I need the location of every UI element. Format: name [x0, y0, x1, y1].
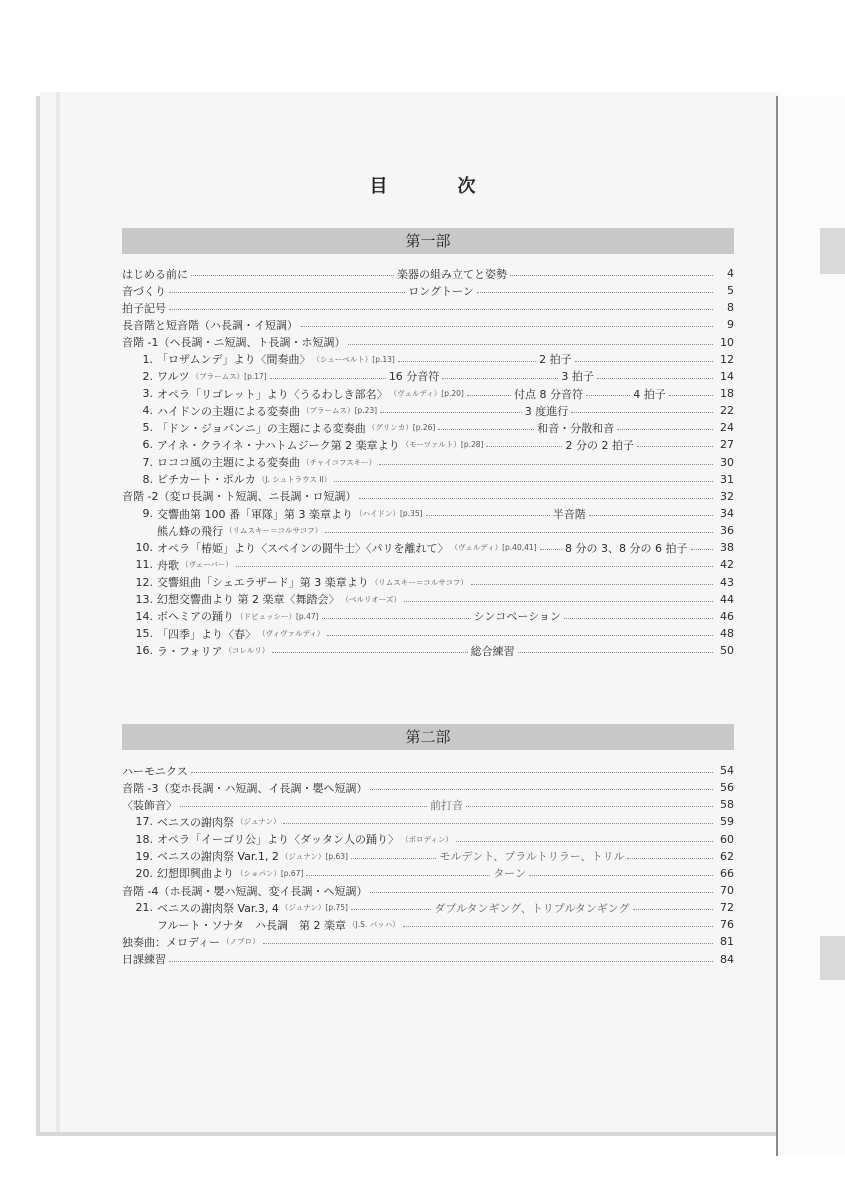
toc-entry	[122, 351, 734, 368]
toc-entry	[122, 282, 734, 299]
toc-entry	[122, 488, 734, 505]
entry-title: ボヘミアの踊り	[157, 610, 234, 624]
toc-entry	[122, 265, 734, 282]
entry-title: 〈装飾音〉	[122, 798, 177, 812]
entry-title: 舟歌	[157, 558, 179, 572]
dot-leader	[404, 601, 713, 602]
entry-title: 「四季」より〈春〉	[157, 627, 256, 641]
dot-leader	[398, 361, 536, 362]
entry-number: 17.	[135, 815, 153, 829]
page-number: 27	[720, 438, 735, 452]
entry-topic: 楽器の組み立てと姿勢	[397, 267, 507, 281]
dot-leader	[169, 309, 713, 310]
entry-number: 6.	[142, 438, 153, 452]
dot-leader	[263, 943, 713, 944]
page-number: 81	[720, 935, 734, 949]
entry-composer: （ヴェルディ）[p.40,41]	[450, 543, 537, 553]
dot-leader	[351, 858, 437, 859]
dot-leader	[477, 292, 713, 293]
dot-leader	[486, 446, 562, 447]
entry-composer: （ハイドン）[p.35]	[354, 509, 423, 519]
toc-entry	[122, 951, 734, 968]
dot-leader	[467, 395, 511, 396]
page-number: 58	[720, 798, 734, 812]
index-tab-1	[820, 228, 845, 274]
dot-leader	[370, 892, 713, 893]
entry-composer: （ボロディン）	[401, 834, 453, 844]
dot-leader	[627, 858, 713, 859]
dot-leader	[575, 361, 713, 362]
entry-topic-2: 4 拍子	[633, 387, 666, 401]
entry-number: 15.	[135, 627, 153, 641]
entry-title: ハイドンの主題による変奏曲	[157, 404, 300, 418]
toc-entry	[122, 299, 734, 316]
dot-leader	[283, 823, 713, 824]
entry-title: 交響組曲「シェエラザード」第 3 楽章より	[157, 576, 369, 590]
dot-leader	[370, 789, 713, 790]
page-edge	[56, 92, 60, 1132]
toc-entry	[122, 505, 734, 522]
entry-composer: （チャイコフスキー）	[302, 457, 377, 467]
entry-number: 8.	[142, 472, 153, 486]
dot-leader	[426, 515, 550, 516]
dot-leader	[633, 909, 713, 910]
toc-entry	[122, 454, 734, 471]
dot-leader	[334, 481, 713, 482]
entry-title: 音階 -4（ホ長調・嬰ハ短調、変イ長調・ヘ短調）	[122, 884, 368, 898]
entry-composer: （ジュナン）	[236, 817, 281, 827]
page-number: 54	[720, 764, 734, 778]
entry-topic: 3 度進行	[524, 404, 569, 418]
entry-title: オペラ「イーゴリ公」より〈ダッタン人の踊り〉	[157, 833, 399, 847]
entry-title: 長音階と短音階（ハ長調・イ短調）	[122, 318, 298, 332]
toc-entry	[122, 385, 734, 402]
entry-composer: （ジュナン）[p.63]	[280, 851, 348, 861]
toc-entry	[122, 539, 734, 556]
entry-title: 幻想即興曲より	[157, 867, 234, 881]
entry-composer: （コレルリ）	[224, 646, 270, 656]
entry-composer: （リムスキー＝コルサコフ）	[225, 526, 323, 536]
entry-topic: ターン	[493, 867, 527, 881]
entry-title: 拍子記号	[122, 301, 166, 315]
toc-entry	[122, 882, 734, 899]
dot-leader	[169, 292, 405, 293]
page-number: 59	[720, 815, 734, 829]
dot-leader	[510, 275, 713, 276]
entry-topic-2: 8 分の 3、8 分の 6 拍子	[565, 541, 688, 555]
dot-leader	[191, 275, 394, 276]
page-number: 76	[720, 918, 734, 932]
entry-number: 19.	[135, 849, 153, 863]
entry-number: 5.	[142, 421, 153, 435]
dot-leader	[589, 515, 713, 516]
entry-topic-2: 総合練習	[470, 644, 515, 658]
page-title: 目 次	[369, 176, 502, 197]
entry-title: ワルツ	[157, 370, 190, 384]
entry-title: アイネ・クライネ・ナハトムジーク第 2 楽章より	[157, 438, 400, 452]
dot-leader	[272, 652, 467, 653]
entry-title: 音階 -1（ヘ長調・ニ短調、ト長調・ホ短調）	[122, 336, 346, 350]
dot-leader	[518, 652, 713, 653]
toc-entry	[122, 933, 734, 950]
entry-title: ラ・フォリア	[157, 644, 223, 658]
dot-leader	[325, 532, 713, 533]
toc-entry	[122, 608, 734, 625]
entry-number: 11.	[135, 558, 153, 572]
entry-title: ベニスの謝肉祭	[157, 815, 234, 829]
toc-entry	[122, 865, 734, 882]
dot-leader	[466, 806, 713, 807]
dot-leader	[359, 498, 713, 499]
dot-leader	[529, 875, 713, 876]
entry-composer: （ブラームス）[p.17]	[191, 371, 267, 381]
entry-composer: （グリンカ）[p.26]	[367, 423, 436, 433]
entry-title: ハーモニクス	[122, 764, 188, 778]
page-number: 43	[720, 575, 734, 589]
entry-topic-2: 2 分の 2 拍子	[565, 438, 634, 452]
toc-entry	[122, 316, 734, 333]
toc-part2	[122, 762, 734, 968]
toc-entry	[122, 796, 734, 813]
entry-number: 2.	[142, 369, 153, 383]
toc-entry	[122, 831, 734, 848]
page-number: 4	[727, 267, 734, 281]
entry-number: 13.	[135, 592, 153, 606]
toc-entry	[122, 471, 734, 488]
page-number: 12	[720, 352, 734, 366]
entry-title: フルート・ソナタ ハ長調 第 2 楽章	[157, 918, 347, 932]
entry-topic-2: 3 拍子	[561, 370, 594, 384]
entry-number: 18.	[135, 832, 153, 846]
entry-number: 1.	[142, 352, 153, 366]
dot-leader	[322, 618, 471, 619]
dot-leader	[564, 618, 713, 619]
dot-leader	[471, 584, 713, 585]
page-number: 84	[720, 952, 734, 966]
dot-leader	[456, 841, 713, 842]
dot-leader	[586, 395, 630, 396]
dot-leader	[691, 549, 713, 550]
entry-topic: ロングトーン	[408, 284, 474, 298]
entry-composer: （ベルリオーズ）	[341, 594, 402, 604]
entry-composer: （ヴェルディ）[p.20]	[389, 389, 464, 399]
entry-title: 音階 -3（変ホ長調・ハ短調、イ長調・嬰ヘ短調）	[122, 781, 368, 795]
dot-leader	[327, 635, 713, 636]
page-number: 34	[720, 507, 734, 521]
toc-entry	[122, 436, 734, 453]
entry-topic: シンコペーション	[473, 610, 561, 624]
dot-leader	[301, 326, 713, 327]
page-number: 46	[720, 609, 734, 623]
page-number: 31	[720, 472, 734, 486]
page-number: 36	[720, 524, 734, 538]
toc-entry	[122, 813, 734, 830]
entry-number: 14.	[135, 609, 153, 623]
entry-title: ベニスの謝肉祭 Var.1, 2	[157, 850, 279, 864]
dot-leader	[403, 926, 713, 927]
dot-leader	[380, 412, 522, 413]
toc-entry	[122, 762, 734, 779]
dot-leader	[351, 909, 431, 910]
entry-title: 独奏曲：メロディー	[122, 935, 221, 949]
entry-composer: （ブラームス）[p.23]	[302, 406, 378, 416]
entry-topic: 和音・分散和音	[537, 421, 615, 435]
toc-entry	[122, 848, 734, 865]
entry-title: 音階 -2（変ロ長調・ト短調、ニ長調・ロ短調）	[122, 490, 357, 504]
entry-title: ベニスの謝肉祭 Var.3, 4	[157, 901, 279, 915]
entry-topic: ダブルタンギング、トリプルタンギング	[434, 901, 630, 915]
page-number: 14	[720, 369, 734, 383]
page-number: 38	[720, 541, 734, 555]
entry-composer: （ドビュッシー）[p.47]	[236, 611, 319, 621]
page-number: 44	[720, 592, 734, 606]
entry-number: 16.	[135, 644, 153, 658]
page-number: 9	[727, 318, 734, 332]
entry-composer: （J.S. バッハ）	[348, 920, 400, 930]
toc-entry	[122, 368, 734, 385]
page-number: 56	[720, 781, 734, 795]
entry-composer: （ショパン）[p.67]	[236, 868, 304, 878]
dot-leader	[236, 566, 713, 567]
entry-number: 3.	[142, 387, 153, 401]
entry-title: 日課練習	[122, 953, 166, 967]
toc-entry	[122, 779, 734, 796]
entry-topic: 前打音	[430, 798, 463, 812]
entry-composer: （リムスキー＝コルサコフ）	[370, 577, 468, 587]
dot-leader	[348, 344, 713, 345]
entry-topic-2: 2 拍子	[539, 353, 572, 367]
dot-leader	[540, 549, 562, 550]
page-number: 50	[720, 644, 735, 658]
page-number: 66	[720, 866, 735, 880]
dot-leader	[571, 412, 713, 413]
entry-topic: 半音階	[552, 507, 586, 521]
page-number: 5	[727, 284, 734, 298]
toc-entry	[122, 642, 734, 659]
entry-title: 「ドン・ジョバンニ」の主題による変奏曲	[157, 421, 366, 435]
dot-leader	[669, 395, 713, 396]
dot-leader	[306, 875, 490, 876]
dot-leader	[379, 464, 713, 465]
toc-entry	[122, 402, 734, 419]
entry-topic: モルデント、プラルトリラー、トリル	[439, 850, 625, 864]
toc-entry	[122, 916, 734, 933]
page-number: 42	[720, 558, 734, 572]
page-number: 8	[727, 301, 734, 315]
toc-entry	[122, 625, 734, 642]
entry-title: 「ロザムンデ」より〈間奏曲〉	[157, 353, 311, 367]
page-number: 32	[720, 489, 734, 503]
entry-composer: （モーツァルト）[p.28]	[401, 440, 484, 450]
entry-composer: （シューベルト）[p.13]	[312, 354, 395, 364]
entry-title: 幻想交響曲より 第 2 楽章〈舞踏会〉	[157, 593, 340, 607]
entry-composer: （ジュナン）[p.75]	[280, 903, 348, 913]
entry-number: 9.	[142, 507, 153, 521]
toc-entry	[122, 556, 734, 573]
dot-leader	[617, 429, 713, 430]
page-number: 18	[720, 387, 735, 401]
page-number: 10	[720, 335, 734, 349]
toc-part1	[122, 265, 734, 659]
toc-entry	[122, 591, 734, 608]
entry-title: オペラ「リゴレット」より〈うるわしき部名〉	[157, 387, 388, 401]
dot-leader	[270, 378, 386, 379]
dot-leader	[597, 378, 713, 379]
entry-composer: （ヴィヴァルディ）	[258, 629, 325, 639]
entry-number: 12.	[135, 575, 153, 589]
dot-leader	[169, 961, 713, 962]
dot-leader	[438, 429, 534, 430]
dot-leader	[637, 446, 713, 447]
toc-entry	[122, 574, 734, 591]
toc-entry	[122, 419, 734, 436]
entry-number: 7.	[142, 455, 153, 469]
entry-title: 音づくり	[122, 284, 166, 298]
dot-leader	[442, 378, 558, 379]
entry-number: 20.	[135, 866, 153, 880]
entry-number: 21.	[135, 901, 153, 915]
entry-composer: （J. シュトラウス II）	[257, 474, 332, 484]
toc-entry	[122, 334, 734, 351]
section-heading-part2: 第二部	[122, 724, 734, 750]
entry-title: 交響曲第 100 番「軍隊」第 3 楽章より	[157, 507, 353, 521]
entry-title: ピチカート・ポルカ	[157, 473, 256, 487]
entry-number: 4.	[142, 404, 153, 418]
entry-topic: 付点 8 分音符	[514, 387, 584, 401]
dot-leader	[191, 772, 713, 773]
page-number: 30	[720, 455, 734, 469]
page-number: 22	[720, 404, 735, 418]
page-number: 62	[720, 849, 734, 863]
entry-composer: （ヴェーバー）	[181, 560, 233, 570]
index-tab-2	[820, 936, 845, 980]
entry-number: 10.	[135, 541, 153, 555]
section-heading-part1: 第一部	[122, 228, 734, 254]
dot-leader	[180, 806, 427, 807]
page-number: 72	[720, 901, 735, 915]
entry-title: はじめる前に	[122, 267, 188, 281]
page-number: 70	[720, 884, 734, 898]
entry-topic: 16 分音符	[388, 370, 440, 384]
toc-entry	[122, 899, 734, 916]
entry-composer: （ノブロ）	[222, 937, 260, 947]
entry-title: 熊ん蜂の飛行	[157, 524, 223, 538]
page-number: 60	[720, 832, 734, 846]
page-number: 48	[720, 627, 734, 641]
page-number: 24	[720, 421, 735, 435]
toc-entry	[122, 522, 734, 539]
entry-title: ロココ風の主題による変奏曲	[157, 456, 300, 470]
entry-title: オペラ「椿姫」より〈スペインの闘牛士〉〈パリを離れて〉	[157, 541, 449, 555]
